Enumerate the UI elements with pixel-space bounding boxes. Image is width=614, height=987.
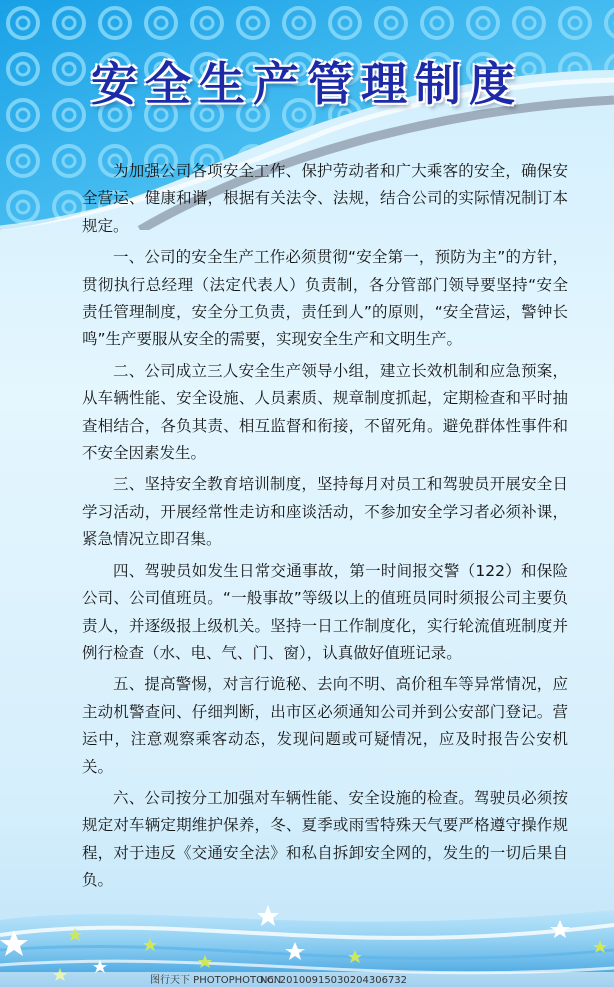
page-title: 安全生产管理制度 <box>91 57 523 111</box>
clause-5-paragraph: 五、提高警惕，对言行诡秘、去向不明、高价租车等异常情况，应主动机警查问、仔细判断，出市区必须通知公司并到公安部门登记。营运中，注意观察乘客动态，发现问题或可疑情况，应及时报告公安机关。 <box>82 675 568 776</box>
footer-decoration <box>0 880 614 987</box>
clause-6-paragraph: 六、公司按分工加强对车辆性能、安全设施的检查。驾驶员必须按规定对车辆定期维护保养，冬、夏季或雨雪特殊天气要严格遵守操作规程，对于违反《交通安全法》和私自拆卸安全网的，发生的一切后果自负。 <box>82 788 568 890</box>
watermark-number: No. 20100915030204306732 <box>260 975 408 986</box>
clause-3-paragraph: 三、坚持安全教育培训制度，坚持每月对员工和驾驶员开展安全日学习活动，开展经常性走访和座谈活动，不参加安全学习者必须补课，紧急情况立即召集。 <box>82 475 568 549</box>
clause-4-paragraph: 四、驾驶员如发生日常交通事故，第一时间报交警（122）和保险公司、公司值班员。“一般事故”等级以上的值班员同时须报公司主要负责人，并逐级报上级机关。坚持一日工作制度化，实行轮流值班制度并例行检查（水、电、气、门、窗），认真做好值班记录。 <box>82 561 568 662</box>
watermark-site: 图行天下 PHOTOPHOTO.CN <box>150 975 282 986</box>
intro-paragraph: 为加强公司各项安全工作、保护劳动者和广大乘客的安全，确保安全营运、健康和谐，根据有关法令、法规，结合公司的实际情况制订本规定。 <box>82 162 568 235</box>
watermark-bar <box>0 972 614 987</box>
clause-2-paragraph: 二、公司成立三人安全生产领导小组，建立长效机制和应急预案，从车辆性能、安全设施、人员素质、规章制度抓起，定期检查和平时抽查相结合，各负其责、相互监督和衔接，不留死角。避免群体性事件和不安全因素发生。 <box>82 361 568 463</box>
clause-1-paragraph: 一、公司的安全生产工作必须贯彻“安全第一，预防为主”的方针，贯彻执行总经理（法定代表人）负责制，各分管部门领导要坚持“安全责任管理制度，安全分工负责，责任到人”的原则，“安全营运，警钟长鸣”生产要服从安全的需要，实现安全生产和文明生产。 <box>82 248 568 349</box>
regulation-body <box>82 158 568 899</box>
